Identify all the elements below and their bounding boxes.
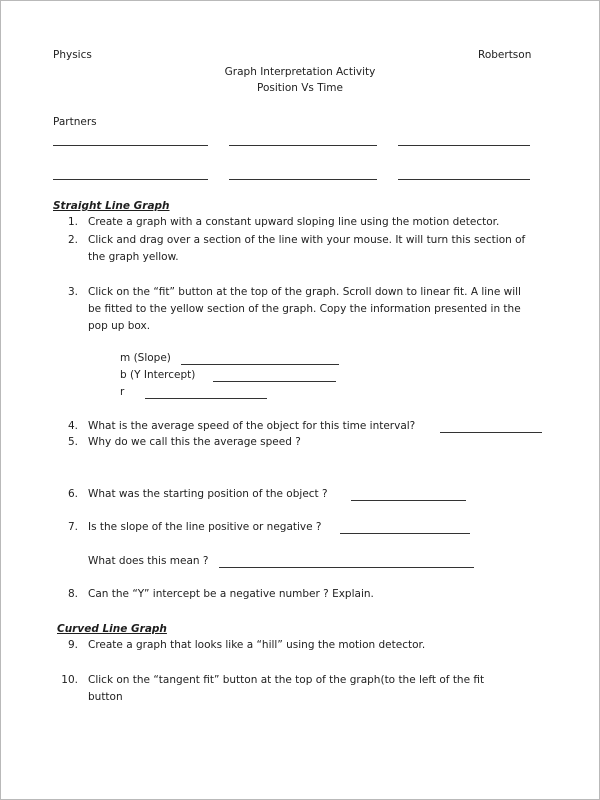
item-text: Create a graph with a constant upward sloping line using the motion detector. xyxy=(88,216,500,228)
item-text: the graph yellow. xyxy=(88,251,179,263)
item-number: 4. xyxy=(67,420,78,432)
intercept-answer-blank[interactable] xyxy=(213,381,336,382)
section-heading-straight-line: Straight Line Graph xyxy=(53,200,170,212)
item-number: 8. xyxy=(67,588,78,600)
item-number: 10. xyxy=(61,674,78,686)
partner-blank[interactable] xyxy=(229,145,377,146)
subject-label: Physics xyxy=(53,49,92,61)
partner-blank[interactable] xyxy=(53,179,208,180)
worksheet-subtitle: Position Vs Time xyxy=(257,82,343,94)
slope-meaning-answer-blank[interactable] xyxy=(219,567,474,568)
partner-blank[interactable] xyxy=(398,145,530,146)
item-number: 9. xyxy=(67,639,78,651)
item-number: 3. xyxy=(67,286,78,298)
partner-blank[interactable] xyxy=(398,179,530,180)
partners-label: Partners xyxy=(53,116,97,128)
intercept-label: b (Y Intercept) xyxy=(120,369,196,381)
question-text: What does this mean ? xyxy=(88,555,209,567)
worksheet-title: Graph Interpretation Activity xyxy=(224,66,376,78)
question-text: Click on the “tangent fit” button at the top of the graph(to the left of the fit xyxy=(88,674,485,686)
slope-answer-blank[interactable] xyxy=(181,364,339,365)
question-text: Is the slope of the line positive or negative ? xyxy=(88,521,322,533)
section-heading-curved-line: Curved Line Graph xyxy=(57,623,167,635)
average-speed-answer-blank[interactable] xyxy=(440,432,542,433)
partner-blank[interactable] xyxy=(229,179,377,180)
item-number: 2. xyxy=(67,234,78,246)
question-text: What is the average speed of the object for this time interval? xyxy=(88,420,416,432)
teacher-name: Robertson xyxy=(478,49,532,61)
question-text: button xyxy=(88,691,123,703)
partner-blank[interactable] xyxy=(53,145,208,146)
item-text: pop up box. xyxy=(88,320,151,332)
question-text: Create a graph that looks like a “hill” using the motion detector. xyxy=(88,639,426,651)
r-label: r xyxy=(120,386,125,398)
item-number: 6. xyxy=(67,488,78,500)
r-answer-blank[interactable] xyxy=(145,398,267,399)
item-number: 1. xyxy=(67,216,78,228)
item-number: 5. xyxy=(67,436,78,448)
item-text: Click and drag over a section of the line with your mouse. It will turn this section of xyxy=(88,234,526,246)
question-text: What was the starting position of the object ? xyxy=(88,488,328,500)
item-number: 7. xyxy=(67,521,78,533)
starting-position-answer-blank[interactable] xyxy=(351,500,466,501)
slope-sign-answer-blank[interactable] xyxy=(340,533,470,534)
question-text: Why do we call this the average speed ? xyxy=(88,436,301,448)
slope-label: m (Slope) xyxy=(120,352,171,364)
item-text: be fitted to the yellow section of the graph. Copy the information presented in the xyxy=(88,303,521,315)
item-text: Click on the “fit” button at the top of the graph. Scroll down to linear fit. A line will xyxy=(88,286,521,298)
question-text: Can the “Y” intercept be a negative number ? Explain. xyxy=(88,588,374,600)
